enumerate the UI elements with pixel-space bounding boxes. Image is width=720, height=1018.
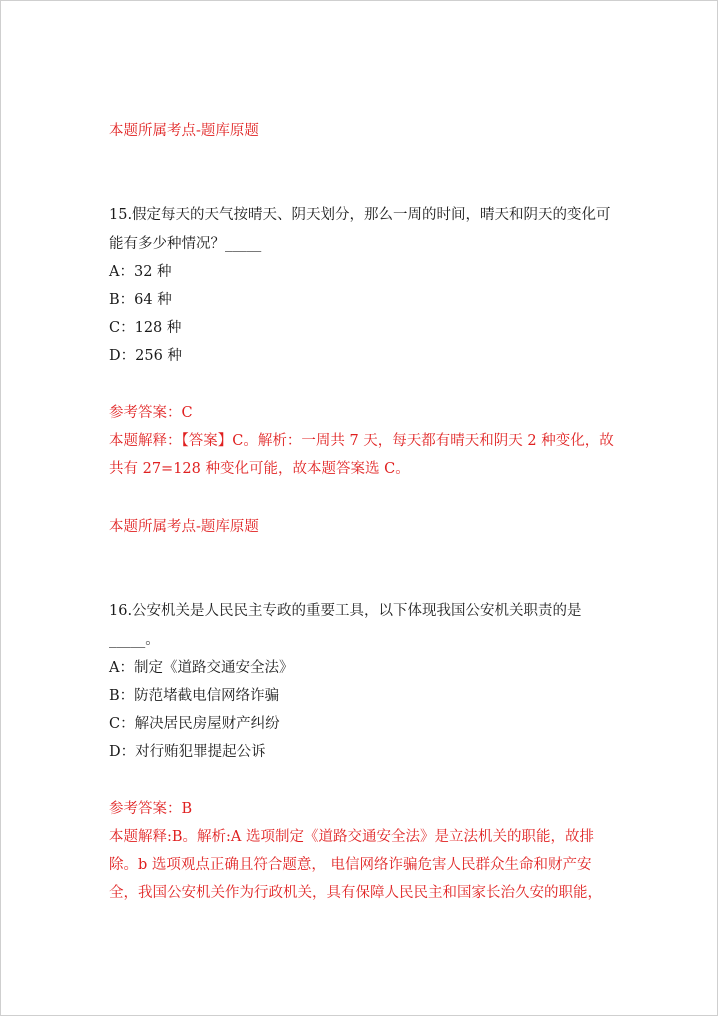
q15-stem-line2: 能有多少种情况？_____ — [109, 236, 262, 252]
q15-explanation-line1: 本题解释：【答案】C。解析：一周共 7 天，每天都有晴天和阴天 2 种变化，故 — [109, 433, 614, 449]
q15-explanation-line2: 共有 27=128 种变化可能，故本题答案选 C。 — [109, 461, 410, 477]
q16-stem-line2: _____。 — [109, 632, 160, 648]
q15-option-c: C：128 种 — [109, 320, 182, 336]
q16-explanation-line2: 除。b 选项观点正确且符合题意， 电信网络诈骗危害人民群众生命和财产安 — [109, 857, 592, 873]
q15-answer: 参考答案：C — [109, 405, 193, 421]
q16-stem-line1: 16.公安机关是人民民主专政的重要工具，以下体现我国公安机关职责的是 — [109, 603, 582, 619]
q16-explanation-line3: 全，我国公安机关作为行政机关，具有保障人民民主和国家长治久安的职能， — [109, 885, 602, 901]
q16-answer: 参考答案：B — [109, 801, 193, 817]
q16-option-d: D：对行贿犯罪提起公诉 — [109, 744, 266, 760]
q15-option-a: A：32 种 — [109, 264, 172, 280]
q16-explanation-line1: 本题解释:B。解析:A 选项制定《道路交通安全法》是立法机关的职能，故排 — [109, 829, 595, 845]
q15-option-d: D：256 种 — [109, 348, 182, 364]
q16-option-c: C：解决居民房屋财产纠纷 — [109, 716, 280, 732]
q16-option-b: B：防范堵截电信网络诈骗 — [109, 688, 280, 704]
q15-stem-line1: 15.假定每天的天气按晴天、阴天划分，那么一周的时间，晴天和阴天的变化可 — [109, 207, 611, 223]
q16-option-a: A：制定《道路交通安全法》 — [109, 660, 294, 676]
q15-source-label: 本题所属考点-题库原题 — [109, 519, 259, 535]
top-source-label: 本题所属考点-题库原题 — [109, 123, 259, 139]
q15-option-b: B：64 种 — [109, 292, 172, 308]
